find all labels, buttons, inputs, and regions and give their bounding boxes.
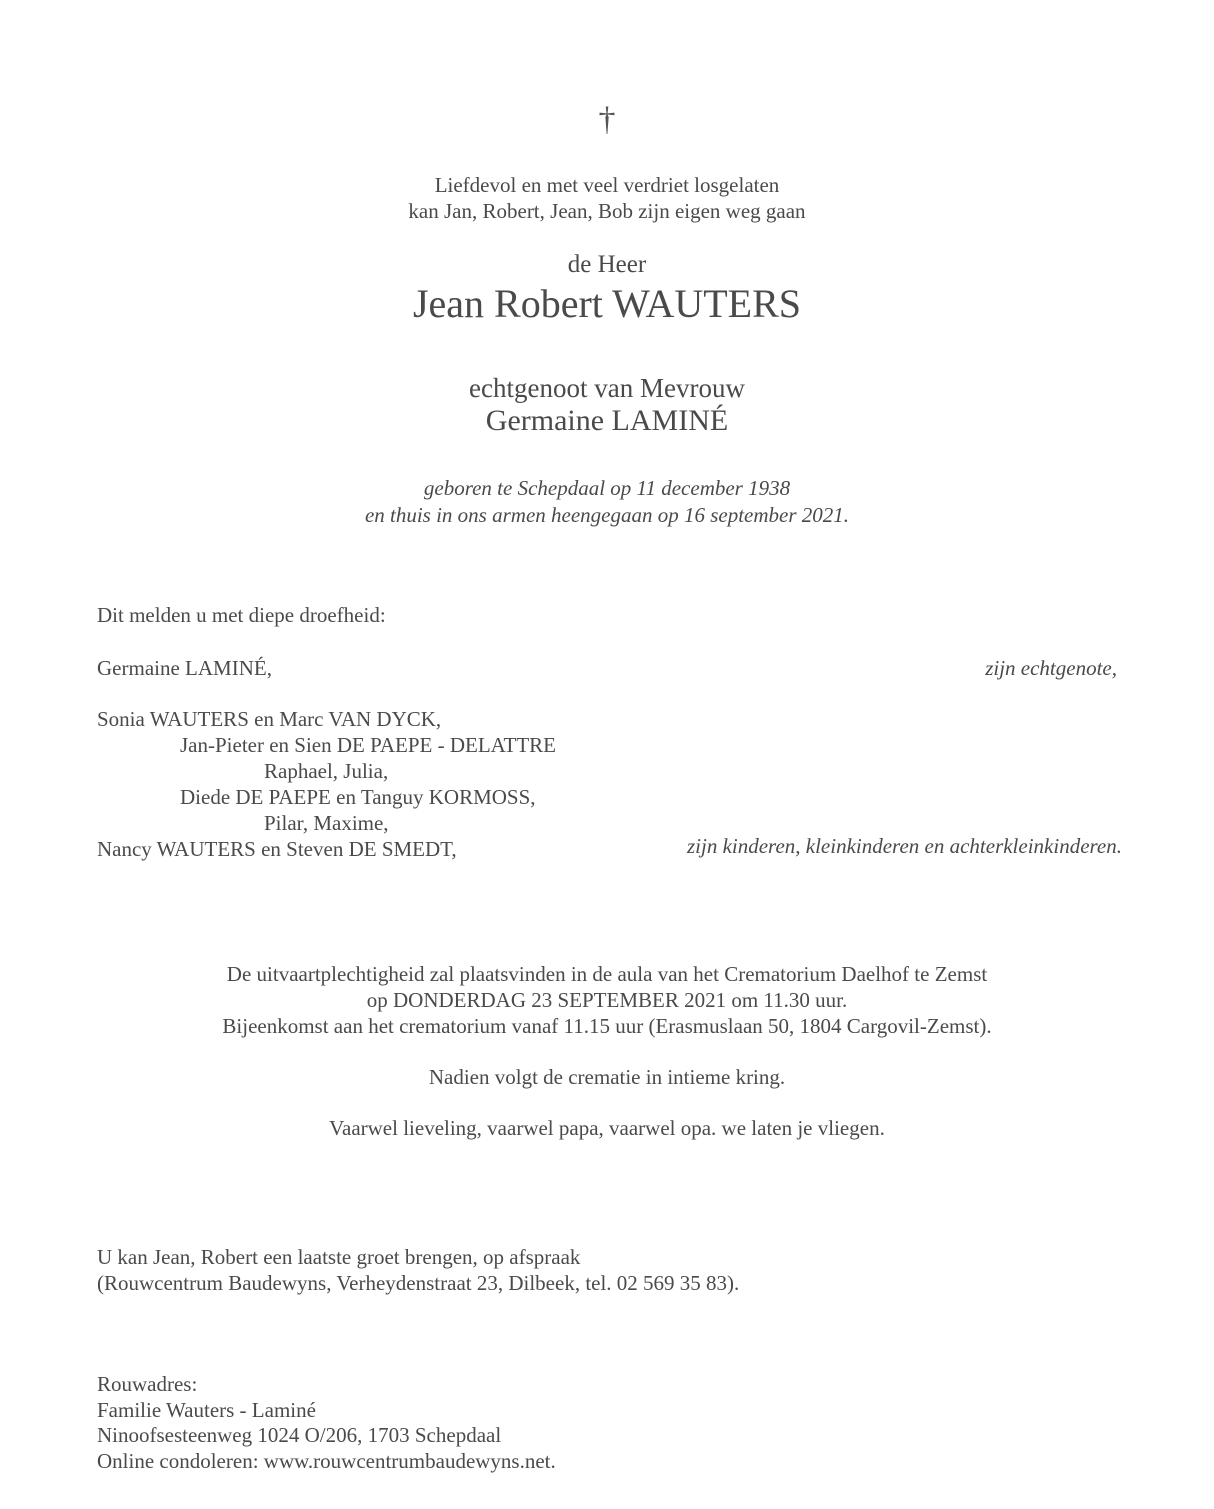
ceremony-line-1: De uitvaartplechtigheid zal plaatsvinden in de aula van het Crematorium Daelhof te Zemst (226, 962, 988, 986)
intro-line-2: kan Jan, Robert, Jean, Bob zijn eigen weg gaan (408, 199, 806, 223)
cross-icon: † (598, 101, 616, 138)
announcement-text: Dit melden u met diepe droefheid: (97, 603, 386, 627)
farewell-message (0, 1115, 1214, 1141)
ceremony-info (0, 961, 1214, 1039)
spouse-label: echtgenoot van Mevrouw (469, 373, 745, 403)
address-street: Ninoofsesteenweg 1024 O/206, 1703 Schepdaal (97, 1423, 502, 1447)
address-family: Familie Wauters - Laminé (97, 1397, 316, 1422)
birth-line: geboren te Schepdaal op 11 december 1938 (423, 476, 791, 500)
mourning-address (97, 1372, 556, 1474)
address-label: Rouwadres: (97, 1372, 198, 1396)
mourner-spouse-row (97, 655, 1122, 681)
deceased-title: de Heer (567, 251, 647, 278)
family-list (97, 706, 556, 862)
visit-info (97, 1244, 739, 1296)
address-online: Online condoleren: www.rouwcentrumbaudewyns.net. (97, 1448, 556, 1473)
mourner-spouse-name: Germaine LAMINÉ, (97, 656, 272, 680)
intro-text (0, 172, 1214, 224)
visit-line-2: (Rouwcentrum Baudewyns, Verheydenstraat 23, Dilbeek, tel. 02 569 35 83). (97, 1271, 740, 1295)
family-line: Diede DE PAEPE en Tanguy KORMOSS, (180, 785, 536, 809)
dates-block (0, 475, 1214, 529)
mourner-spouse-relation: zijn echtgenote, (985, 656, 1117, 680)
death-line: en thuis in ons armen heengegaan op 16 september 2021. (364, 503, 850, 527)
announcement (97, 602, 386, 628)
family-line: Pilar, Maxime, (264, 811, 389, 835)
spouse-name: Germaine LAMINÉ (485, 404, 729, 437)
intro-line-1: Liefdevol en met veel verdriet losgelaten (434, 173, 780, 197)
ceremony-line-2: op DONDERDAG 23 SEPTEMBER 2021 om 11.30 uur. (366, 988, 848, 1012)
visit-line-1: U kan Jean, Robert een laatste groet brengen, op afspraak (97, 1245, 581, 1269)
deceased-name: Jean Robert WAUTERS (412, 281, 802, 326)
family-relation: zijn kinderen, kleinkinderen en achterkleinkinderen. (686, 834, 1122, 858)
family-line: Raphael, Julia, (264, 759, 389, 783)
family-line: Nancy WAUTERS en Steven DE SMEDT, (97, 837, 457, 861)
cremation-text: Nadien volgt de crematie in intieme kring. (428, 1065, 786, 1089)
family-line: Sonia WAUTERS en Marc VAN DYCK, (97, 707, 442, 731)
cremation-info (0, 1064, 1214, 1090)
farewell-text: Vaarwel lieveling, vaarwel papa, vaarwel opa. we laten je vliegen. (329, 1116, 885, 1140)
ceremony-line-3: Bijeenkomst aan het crematorium vanaf 11.15 uur (Erasmuslaan 50, 1804 Cargovil-Zemst). (222, 1014, 992, 1038)
family-line: Jan-Pieter en Sien DE PAEPE - DELATTRE (180, 733, 557, 757)
